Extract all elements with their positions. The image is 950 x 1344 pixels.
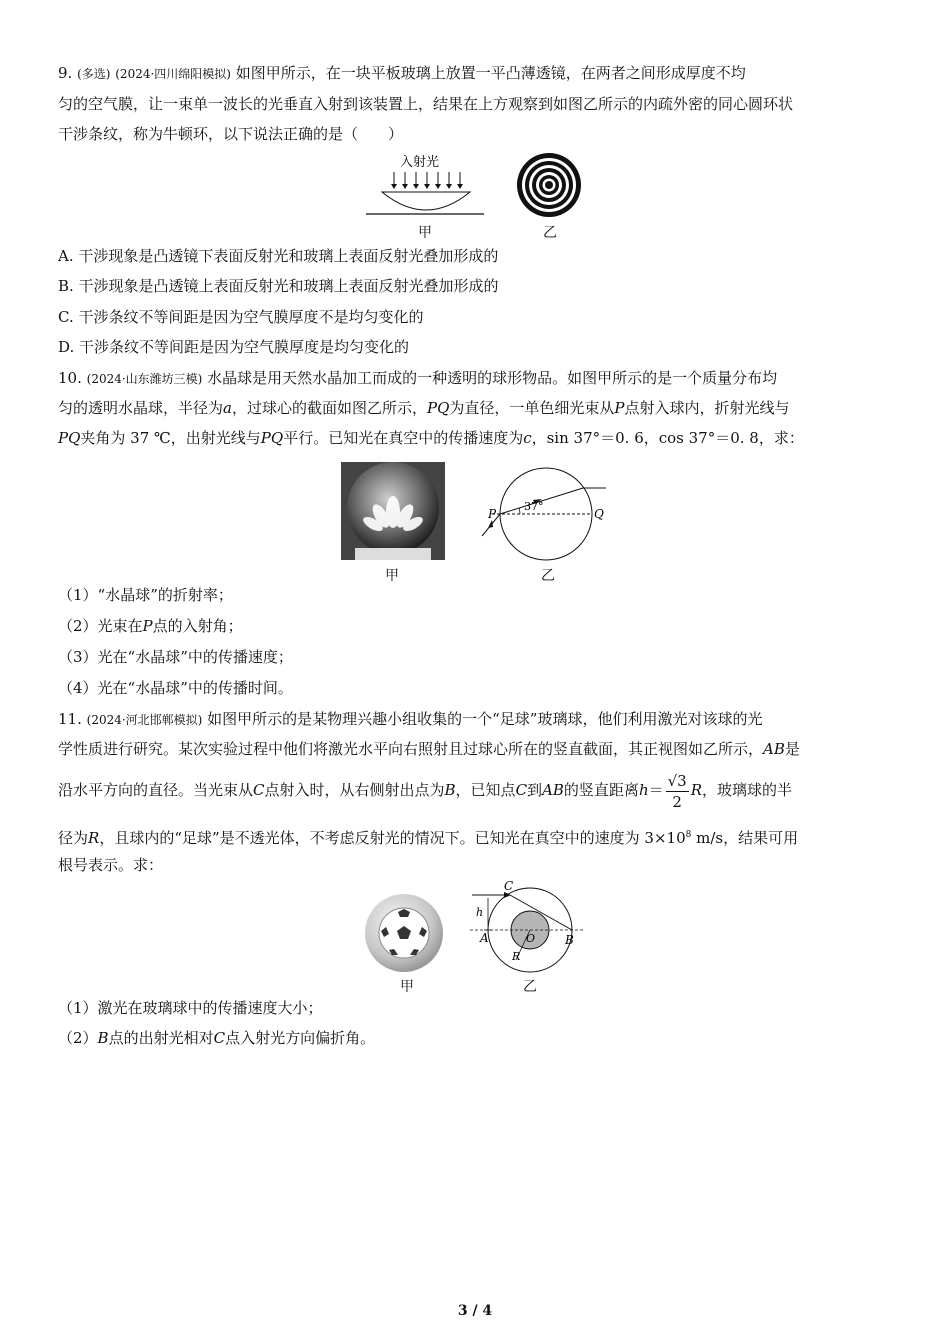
q9-option-d: D. 干涉条纹不等间距是因为空气膜厚度是均匀变化的 (58, 338, 410, 356)
q11-text: 到 (527, 781, 543, 799)
angle-label: 37° (524, 500, 544, 513)
fraction-sqrt3-over-2 (666, 771, 689, 812)
q11-text: 点射入时，从右侧射出点为 (264, 781, 445, 799)
var-ab: AB (542, 781, 564, 799)
q11-text: （2） (58, 1029, 98, 1047)
q11-text: m/s，结果可用 (691, 829, 799, 847)
q11-source: (2024·河北邯郸模拟) (86, 713, 203, 727)
q10-source: (2024·山东潍坊三模) (86, 372, 203, 386)
q11-line-1 (58, 709, 898, 730)
q9-option-c: C. 干涉条纹不等间距是因为空气膜厚度不是均匀变化的 (58, 308, 424, 326)
q9-caption-jia: 甲 (418, 225, 432, 241)
var-a: a (223, 399, 232, 417)
var-c: C (213, 1029, 226, 1047)
q10-text: 点的入射角； (152, 617, 243, 635)
q11-text: 径为 (58, 829, 89, 847)
q11-figure-diagram (466, 878, 592, 974)
var-pq: PQ (58, 429, 81, 447)
q10-sub-4: （4）光在“水晶球”中的传播时间。 (58, 679, 293, 697)
plano-convex-lens (382, 192, 470, 210)
var-h: h (638, 781, 649, 799)
q11-text: ＝ (648, 781, 664, 799)
q9-line-1 (58, 63, 898, 84)
q9-figure-newton-rings (516, 152, 582, 218)
q11-text: 沿水平方向的直径。当光束从 (58, 781, 254, 799)
q10-sub-1: （1）“水晶球”的折射率； (58, 586, 233, 604)
q9-incident-label: 入射光 (400, 155, 440, 170)
var-p: P (614, 399, 625, 417)
page-number: 3 / 4 (457, 1303, 493, 1319)
var-pq: PQ (260, 429, 284, 447)
q9-option-b: B. 干涉现象是凸透镜上表面反射光和玻璃上表面反射光叠加形成的 (58, 277, 499, 295)
var-ab: AB (763, 740, 785, 758)
q10-caption-yi: 乙 (541, 568, 555, 584)
fraction-denominator: 2 (672, 792, 682, 811)
q10-text: 平行。已知光在真空中的传播速度为 (283, 429, 524, 447)
q10-text: ，sin 37°＝0. 6，cos 37°＝0. 8，求： (531, 429, 804, 447)
center-o-label: O (526, 932, 536, 945)
var-c: C (253, 781, 265, 799)
q10-line-2 (58, 398, 898, 418)
point-b-label: B (565, 933, 574, 947)
incident-arrows (394, 172, 460, 186)
var-pq: PQ (426, 399, 450, 417)
q11-text: 学性质进行研究。某次实验过程中他们将激光水平向右照射且过球心所在的竖直截面，其正视图如乙所示， (58, 740, 764, 758)
var-b: B (97, 1029, 109, 1047)
q10-line-1 (58, 368, 898, 389)
q11-text: 是 (784, 740, 800, 758)
q10-text: ，过球心的截面如图乙所示， (231, 399, 427, 417)
h-label: h (476, 906, 484, 919)
var-r: R (690, 781, 703, 799)
q11-text: ，且球内的“足球”是不透光体，不考虑反射光的情况下。已知光在真空中的速度为 3×10 (99, 829, 686, 847)
q10-text: 夹角为 37 ℃，出射光线与 (80, 429, 261, 447)
q9-text: 如图甲所示，在一块平板玻璃上放置一平凸薄透镜，在两者之间形成厚度不均 (235, 64, 746, 82)
q11-sub-1: （1）激光在玻璃球中的传播速度大小； (58, 999, 323, 1017)
q11-number: 11. (58, 710, 82, 728)
q11-text: ，已知点 (455, 781, 516, 799)
q9-number: 9. (58, 64, 73, 82)
q11-caption-jia: 甲 (400, 979, 414, 995)
q11-text: ，玻璃球的半 (702, 781, 793, 799)
q9-caption-yi: 乙 (543, 225, 557, 241)
q11-line-3 (58, 770, 898, 814)
q10-text: 为直径，一单色细光束从 (449, 399, 615, 417)
q10-line-3 (58, 428, 898, 448)
q11-text: 如图甲所示的是某物理兴趣小组收集的一个“足球”玻璃球，他们利用激光对该球的光 (207, 710, 763, 728)
q10-text: 点射入球内，折射光线与 (624, 399, 790, 417)
q10-text: （2）光束在 (58, 617, 143, 635)
q9-line-2: 匀的空气膜，让一束单一波长的光垂直入射到该装置上，结果在上方观察到如图乙所示的内疏外密的同心圆环状 (58, 95, 794, 113)
q11-text: 点入射光方向偏折角。 (225, 1029, 376, 1047)
q9-source: (2024·四川绵阳模拟) (115, 67, 231, 81)
q9-figure-lens (360, 148, 490, 220)
var-p: P (142, 617, 153, 635)
q9-tag: (多选) (77, 67, 111, 81)
q9-line-3: 干涉条纹，称为牛顿环，以下说法正确的是（ ） (58, 125, 404, 143)
exponent: 8 (685, 830, 692, 840)
q11-line-2 (58, 739, 898, 759)
q10-photo-crystal-ball (341, 462, 445, 560)
q10-text: 水晶球是用天然水晶加工而成的一种透明的球形物品。如图甲所示的是一个质量分布均 (207, 369, 778, 387)
q11-text: 的竖直距离 (563, 781, 639, 799)
point-q-label: Q (594, 507, 604, 521)
q10-figure-diagram (480, 466, 610, 566)
q11-line-4 (58, 825, 898, 848)
q10-sub-2 (58, 616, 898, 636)
q11-caption-yi: 乙 (523, 979, 537, 995)
q10-caption-jia: 甲 (385, 568, 399, 584)
var-b: B (444, 781, 456, 799)
point-c-label: C (504, 879, 514, 893)
point-p-label: P (488, 507, 497, 521)
q10-text: 匀的透明水晶球，半径为 (58, 399, 224, 417)
var-c: C (515, 781, 528, 799)
q11-text: 点的出射光相对 (108, 1029, 214, 1047)
q11-figure-football-ball (364, 893, 444, 973)
point-a-label: A (480, 931, 489, 945)
q9-option-a: A. 干涉现象是凸透镜下表面反射光和玻璃上表面反射光叠加形成的 (58, 247, 499, 265)
q11-sub-2 (58, 1028, 898, 1048)
var-c: c (523, 429, 532, 447)
radius-r-label: R (512, 950, 521, 963)
q10-sub-3: （3）光在“水晶球”中的传播速度； (58, 648, 293, 666)
q11-line-5: 根号表示。求： (58, 856, 164, 874)
fraction-numerator: √3 (667, 771, 687, 790)
var-r: R (88, 829, 100, 847)
q10-number: 10. (58, 369, 82, 387)
